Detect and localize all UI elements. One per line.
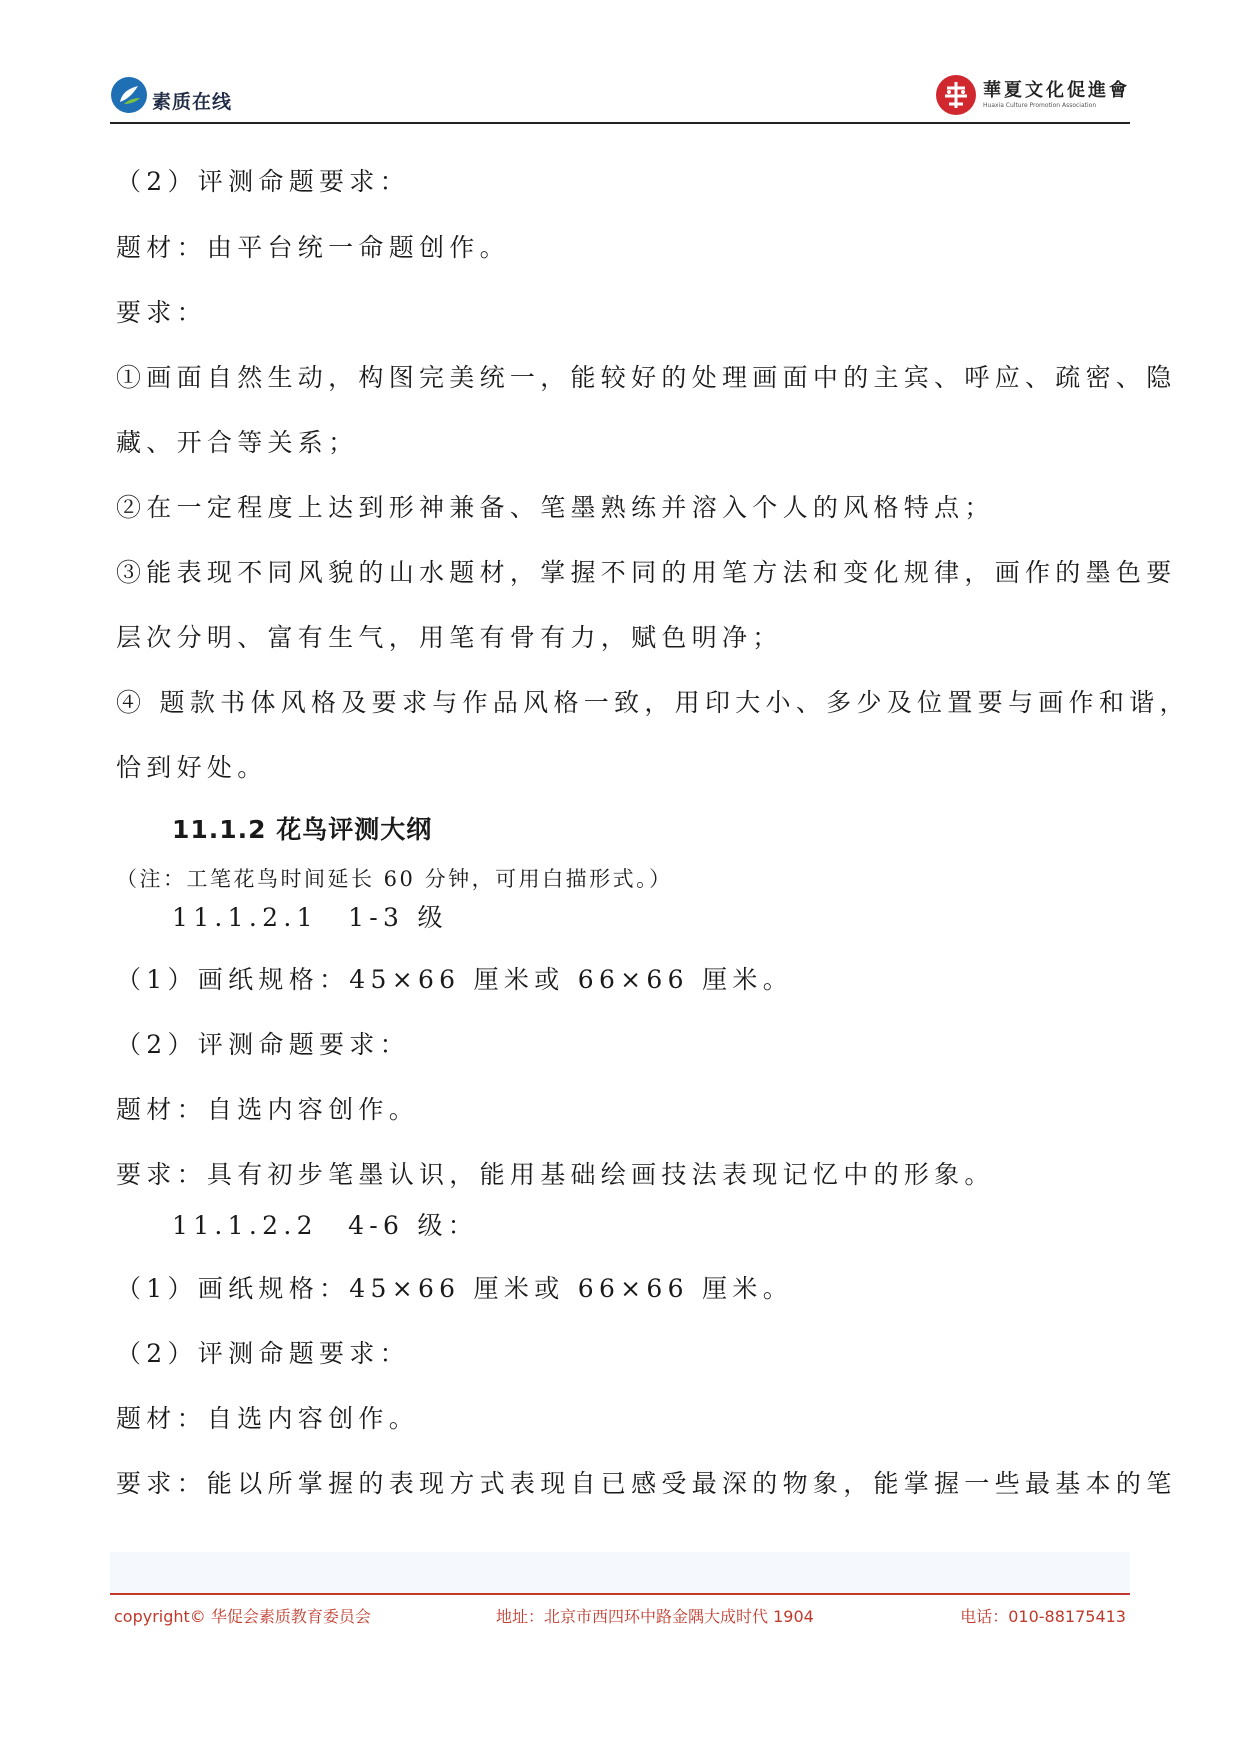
footer-copyright: copyright© 华促会素质教育委员会 (114, 1607, 371, 1626)
paragraph-line: （2）评测命题要求： (116, 1030, 410, 1059)
paragraph-line: （1）画纸规格：45×66 厘米或 66×66 厘米。 (116, 965, 793, 994)
footer-phone: 电话：010-88175413 (960, 1607, 1126, 1626)
paragraph-line: ②在一定程度上达到形神兼备、笔墨熟练并溶入个人的风格特点； (116, 493, 995, 522)
paragraph-line: 要求： (116, 298, 207, 327)
header-divider (110, 122, 1130, 124)
section-heading: 11.1.2 花鸟评测大纲 (172, 815, 433, 844)
section-note: （注：工笔花鸟时间延长 60 分钟，可用白描形式。） (116, 867, 673, 891)
paragraph-line: （2）评测命题要求： (116, 167, 410, 196)
paragraph-line: 题材：自选内容创作。 (116, 1404, 420, 1433)
right-logo-name: 華夏文化促進會 (983, 80, 1130, 101)
subsection-title: 11.1.2.2 4-6 级： (172, 1211, 479, 1240)
page-header (110, 72, 1130, 122)
paragraph-line: ①画面自然生动，构图完美统一，能较好的处理画面中的主宾、呼应、疏密、隐 (116, 363, 1177, 392)
paragraph-line: （2）评测命题要求： (116, 1339, 410, 1368)
paragraph-line: 恰到好处。 (116, 753, 268, 782)
paragraph-line: ④ 题款书体风格及要求与作品风格一致，用印大小、多少及位置要与画作和谐， (116, 688, 1190, 717)
suzhi-online-logo (110, 76, 232, 114)
right-logo-english: Huaxia Culture Promotion Association (983, 102, 1097, 109)
footer-address: 地址：北京市西四环中路金隅大成时代 1904 (496, 1607, 814, 1626)
paragraph-line: 藏、开合等关系； (116, 428, 359, 457)
subsection-title: 11.1.2.1 1-3 级 (172, 903, 448, 932)
huaxia-association-logo (935, 74, 1130, 116)
footer-divider (110, 1593, 1130, 1595)
paragraph-line: 题材：自选内容创作。 (116, 1095, 420, 1124)
paragraph-line: 要求：具有初步笔墨认识，能用基础绘画技法表现记忆中的形象。 (116, 1160, 995, 1189)
footer-band (110, 1552, 1130, 1594)
paragraph-line: （1）画纸规格：45×66 厘米或 66×66 厘米。 (116, 1274, 793, 1303)
paragraph-line: ③能表现不同风貌的山水题材，掌握不同的用笔方法和变化规律，画作的墨色要 (116, 558, 1177, 587)
paragraph-line: 层次分明、富有生气，用笔有骨有力，赋色明净； (116, 623, 783, 652)
paragraph-line: 要求：能以所掌握的表现方式表现自已感受最深的物象，能掌握一些最基本的笔 (116, 1469, 1177, 1498)
paragraph-line: 题材：由平台统一命题创作。 (116, 233, 510, 262)
red-seal-icon (935, 74, 977, 116)
leaf-logo-icon (110, 76, 148, 114)
page-footer (110, 1604, 1130, 1634)
left-logo-text: 素质在线 (152, 90, 233, 113)
